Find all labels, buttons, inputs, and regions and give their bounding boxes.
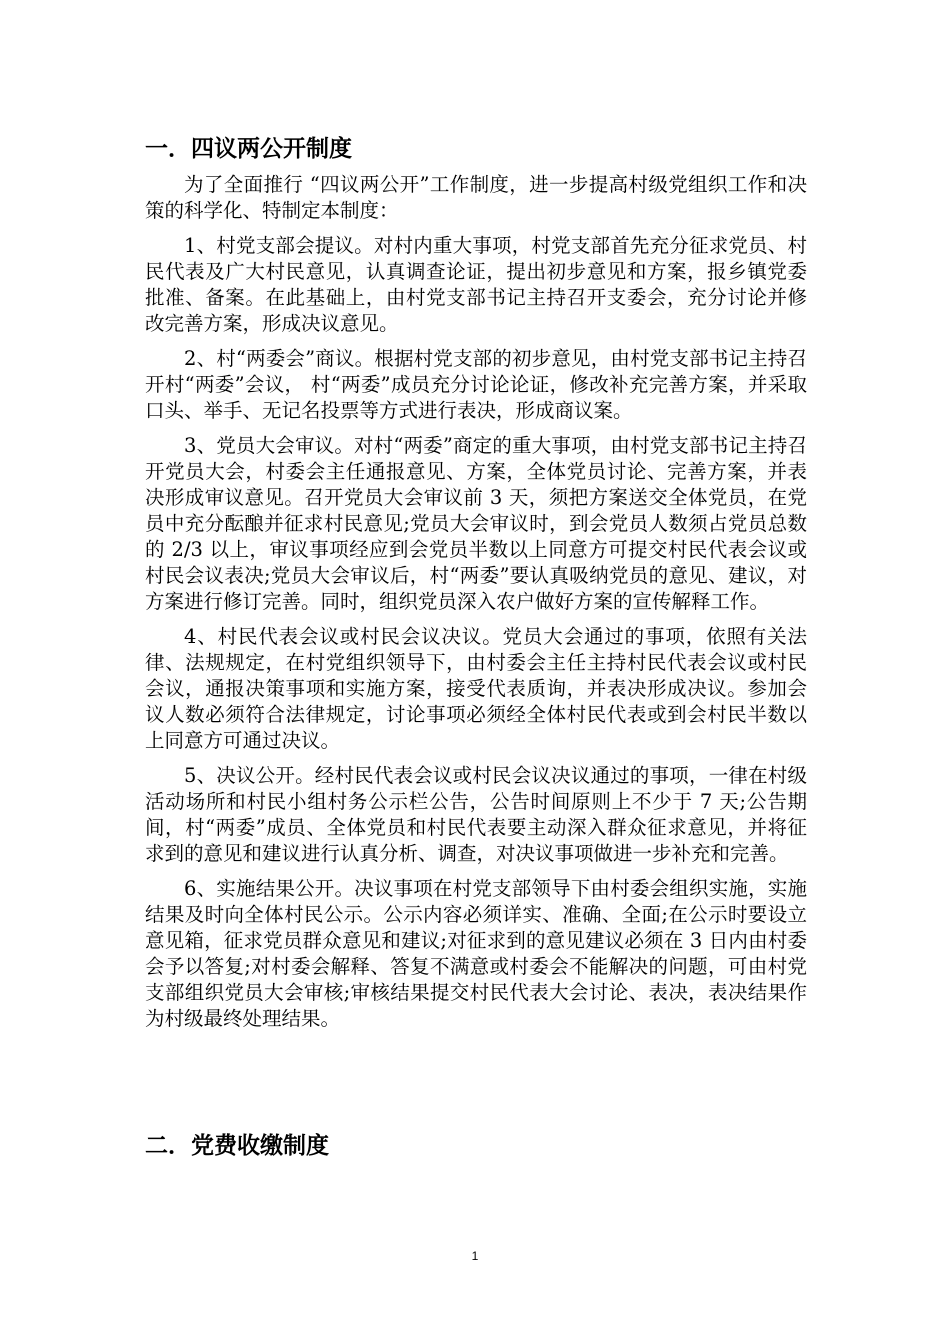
paragraph-item-2: 2、村“两委会”商议。根据村党支部的初步意见，由村党支部书记主持召开村“两委”会议， 村“两委”成员充分讨论论证，修改补充完善方案，并采取口头、举手、无记名投票等方式进行表决，形成商议案。	[145, 347, 807, 422]
intro-paragraph: 为了全面推行 “四议两公开”工作制度，进一步提高村级党组织工作和决策的科学化、特制定本制度：	[145, 173, 807, 222]
section-heading-2: 二．党费收缴制度	[145, 1133, 329, 1159]
page-number: 1	[471, 1249, 479, 1263]
paragraph-item-4: 4、村民代表会议或村民会议决议。党员大会通过的事项，依照有关法律、法规规定，在村党组织领导下，由村委会主任主持村民代表会议或村民会议，通报决策事项和实施方案，接受代表质询，并表决形成决议。参加会议人数必须符合法律规定，讨论事项必须经全体村民代表或到会村民半数以上同意方可通过决议。	[145, 625, 807, 752]
section-body-1	[145, 172, 807, 1041]
paragraph-item-3: 3、党员大会审议。对村“两委”商定的重大事项，由村党支部书记主持召开党员大会，村委会主任通报意见、方案，全体党员讨论、完善方案，并表决形成审议意见。召开党员大会审议前 3 天，须把方案送交全体党员，在党员中充分酝酿并征求村民意见;党员大会审议时，到会党员人数须占党员总数的 2/3 以上，审议事项经应到会党员半数以上同意方可提交村民代表会议或村民会议表决;党员大会审议后，村“两委”要认真吸纳党员的意见、建议，对方案进行修订完善。同时，组织党员深入农户做好方案的宣传解释工作。	[145, 434, 807, 613]
paragraph-item-6: 6、实施结果公开。决议事项在村党支部领导下由村委会组织实施，实施结果及时向全体村民公示。公示内容必须详实、准确、全面;在公示时要设立意见箱，征求党员群众意见和建议;对征求到的意见建议必须在 3 日内由村委会予以答复;对村委会解释、答复不满意或村委会不能解决的问题，可由村党支部组织党员大会审核;审核结果提交村民代表大会讨论、表决，表决结果作为村级最终处理结果。	[145, 877, 807, 1030]
paragraph-item-1: 1、村党支部会提议。对村内重大事项，村党支部首先充分征求党员、村民代表及广大村民意见，认真调查论证，提出初步意见和方案，报乡镇党委批准、备案。在此基础上，由村党支部书记主持召开支委会，充分讨论并修改完善方案，形成决议意见。	[145, 234, 807, 335]
section-heading-1: 一．四议两公开制度	[145, 136, 352, 162]
paragraph-item-5: 5、决议公开。经村民代表会议或村民会议决议通过的事项，一律在村级活动场所和村民小组村务公示栏公告，公告时间原则上不少于 7 天;公告期间，村“两委”成员、全体党员和村民代表要主动深入群众征求意见，并将征求到的意见和建议进行认真分析、调查，对决议事项做进一步补充和完善。	[145, 764, 807, 865]
